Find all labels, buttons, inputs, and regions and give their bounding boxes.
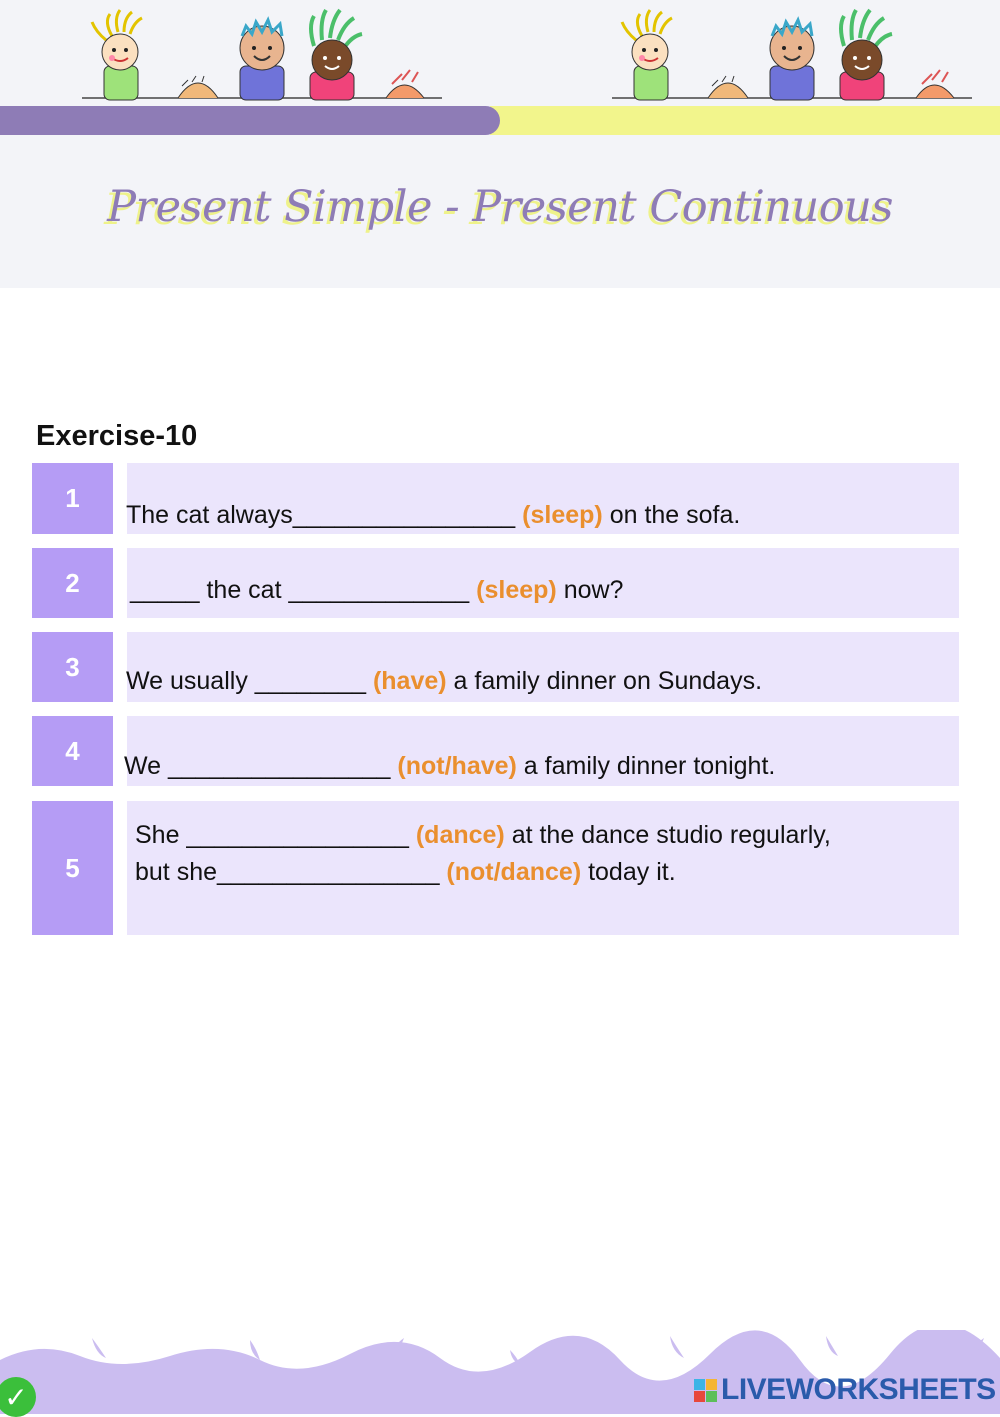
sentence-text: She ________________: [135, 821, 416, 849]
sentence-line: [130, 576, 623, 605]
exercise-row: [32, 716, 959, 786]
item-number: 2: [32, 548, 113, 618]
sentence-line: [126, 501, 740, 530]
sentence-text: now?: [556, 576, 624, 604]
sentence-box: [124, 716, 959, 786]
header-banner: [0, 0, 1000, 288]
sentence-text: We usually ________: [126, 667, 373, 695]
sentence-text: _____ the cat _____________: [130, 576, 477, 604]
decorative-bar-purple: [0, 106, 500, 135]
sentence-box: [127, 463, 959, 534]
sentence-box: [127, 632, 959, 702]
check-circle-icon[interactable]: ✓: [0, 1377, 36, 1417]
exercise-row: [32, 548, 959, 618]
verb-hint: (not/have): [397, 752, 517, 780]
exercise-row: [32, 801, 959, 935]
brand-logo: [694, 1373, 996, 1407]
sentence-text: on the sofa.: [602, 501, 741, 529]
item-number: 4: [32, 716, 113, 786]
liveworksheets-logo-icon: [694, 1379, 717, 1402]
item-number: 5: [32, 801, 113, 935]
exercise-title: Exercise-10: [36, 420, 198, 452]
item-number: 3: [32, 632, 113, 702]
verb-hint: (sleep): [522, 501, 603, 529]
sentence-line: [124, 752, 775, 781]
verb-hint: (not/dance): [446, 858, 582, 886]
verb-hint: (have): [372, 667, 447, 695]
item-number: 1: [32, 463, 113, 534]
sentence-line: [135, 821, 831, 850]
sentence-text: a family dinner tonight.: [516, 752, 776, 780]
sentence-text: The cat always________________: [126, 501, 523, 529]
sentence-box: [127, 548, 959, 618]
sentence-text: today it.: [581, 858, 676, 886]
sentence-line: [135, 858, 676, 887]
sentence-box: [127, 801, 959, 935]
sentence-text: a family dinner on Sundays.: [446, 667, 763, 695]
decorative-bar-yellow: [490, 106, 1000, 135]
sentence-text: We ________________: [124, 752, 398, 780]
verb-hint: (sleep): [476, 576, 557, 604]
sentence-line: [126, 667, 762, 696]
exercise-row: [32, 632, 959, 702]
brand-name: LIVEWORKSHEETS: [721, 1373, 996, 1406]
children-illustration-left: [82, 6, 442, 106]
children-illustration-right: [612, 6, 972, 106]
sentence-text: but she________________: [135, 858, 447, 886]
sentence-text: at the dance studio regularly,: [504, 821, 831, 849]
verb-hint: (dance): [415, 821, 505, 849]
exercise-row: [32, 463, 959, 534]
page-title: Present Simple - Present Continuous: [107, 182, 893, 232]
